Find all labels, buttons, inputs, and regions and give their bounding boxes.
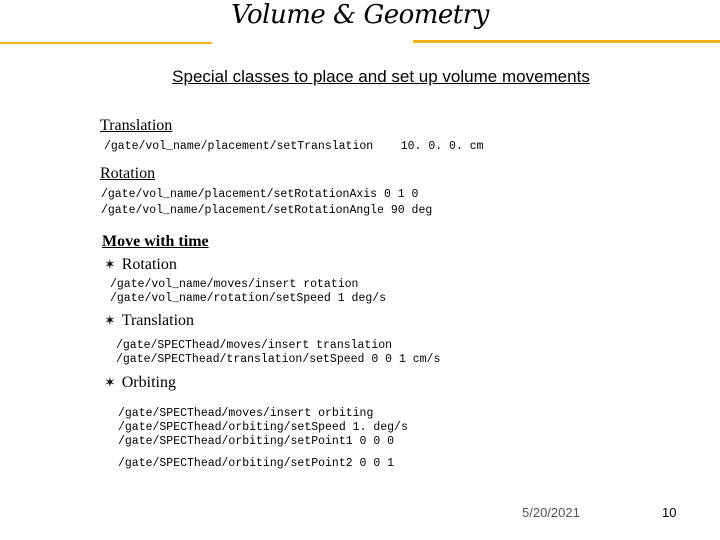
slide-title: Volume & Geometry [231, 0, 489, 30]
page-number: 10 [662, 505, 677, 520]
move-translation-speed-command: /gate/SPECThead/translation/setSpeed 0 0 1 cm/s [116, 353, 441, 366]
bullet-orbiting-label: Orbiting [121, 374, 176, 391]
rotation-heading: Rotation [100, 165, 156, 182]
rotation-angle-command: /gate/vol_name/placement/setRotationAngle 90 deg [101, 204, 433, 217]
move-translation-insert-command: /gate/SPECThead/moves/insert translation [116, 339, 393, 352]
bullet-orbiting [104, 374, 176, 392]
slide-subtitle: Special classes to place and set up volume movements [172, 67, 590, 86]
star-bullet-icon: ✶ [104, 258, 116, 273]
translation-heading: Translation [100, 117, 173, 134]
bullet-translation [104, 312, 194, 330]
move-rotation-insert-command: /gate/vol_name/moves/insert rotation [110, 278, 359, 291]
title-rule-left [0, 42, 212, 44]
rotation-axis-command: /gate/vol_name/placement/setRotationAxis 0 1 0 [101, 188, 419, 201]
bullet-rotation [104, 256, 177, 274]
move-orbiting-insert-command: /gate/SPECThead/moves/insert orbiting [118, 407, 374, 420]
move-orbiting-speed-command: /gate/SPECThead/orbiting/setSpeed 1. deg/s [118, 421, 408, 434]
translation-command: /gate/vol_name/placement/setTranslation 10. 0. 0. cm [104, 140, 484, 153]
move-orbiting-point1-command: /gate/SPECThead/orbiting/setPoint1 0 0 0 [118, 435, 395, 448]
move-orbiting-point2-command: /gate/SPECThead/orbiting/setPoint2 0 0 1 [118, 457, 395, 470]
move-with-time-heading: Move with time [102, 233, 209, 250]
star-bullet-icon: ✶ [104, 376, 116, 391]
footer-date: 5/20/2021 [522, 505, 580, 520]
bullet-translation-label: Translation [121, 312, 195, 329]
bullet-rotation-label: Rotation [121, 256, 177, 273]
title-rule-right [413, 40, 720, 43]
star-bullet-icon: ✶ [104, 314, 116, 329]
move-rotation-speed-command: /gate/vol_name/rotation/setSpeed 1 deg/s [110, 292, 387, 305]
